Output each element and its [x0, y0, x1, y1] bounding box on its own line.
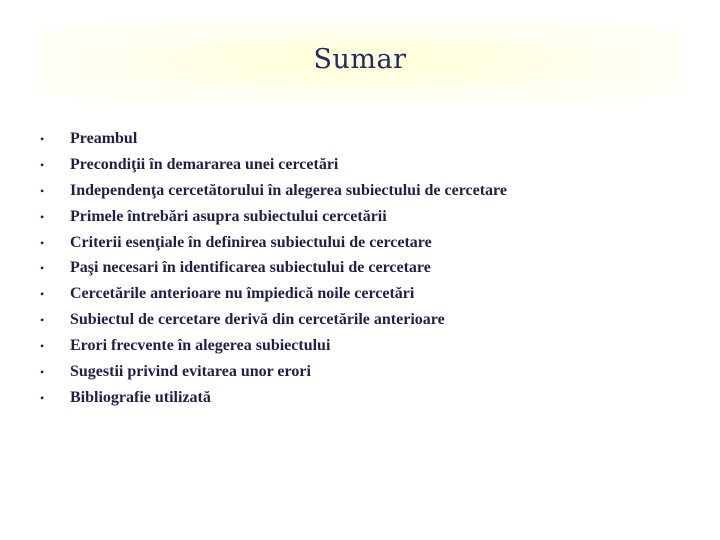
bullet-icon: •	[40, 287, 45, 302]
list-item-text: Criterii esenţiale în definirea subiectului de cercetare	[70, 233, 432, 251]
bullet-icon: •	[40, 235, 45, 250]
list-item-text: Paşi necesari în identificarea subiectului de cercetare	[70, 259, 431, 277]
list-item	[40, 182, 507, 208]
list-item	[40, 389, 507, 415]
summary-list	[40, 130, 507, 415]
list-item-text: Erori frecvente în alegerea subiectului	[70, 337, 331, 355]
list-item	[40, 337, 507, 363]
list-item	[40, 208, 507, 234]
list-item-text: Cercetările anterioare nu împiedică noile cercetări	[70, 285, 415, 303]
bullet-icon: •	[40, 365, 45, 380]
bullet-icon: •	[40, 157, 45, 172]
bullet-icon: •	[40, 132, 45, 146]
list-item-text: Independenţa cercetătorului în alegerea subiectului de cercetare	[70, 181, 507, 199]
list-item-text: Precondiţii în demararea unei cercetări	[70, 155, 339, 173]
bullet-icon: •	[40, 390, 45, 405]
list-item-text: Primele întrebări asupra subiectului cercetării	[70, 207, 387, 225]
list-item	[40, 130, 507, 156]
bullet-icon: •	[40, 209, 45, 224]
list-item-text: Preambul	[70, 130, 138, 147]
bullet-icon: •	[40, 183, 45, 198]
bullet-icon: •	[40, 313, 45, 328]
list-item	[40, 156, 507, 182]
list-item-text: Sugestii privind evitarea unor erori	[70, 363, 311, 381]
list-item	[40, 311, 507, 337]
bullet-icon: •	[40, 261, 45, 276]
list-item	[40, 259, 507, 285]
list-item-text: Subiectul de cercetare derivă din cercetările anterioare	[70, 311, 445, 329]
slide-title: Sumar	[313, 44, 407, 75]
list-item-text: Bibliografie utilizată	[70, 388, 211, 406]
list-item	[40, 363, 507, 389]
list-item	[40, 285, 507, 311]
list-item	[40, 234, 507, 260]
bullet-icon: •	[40, 339, 45, 354]
